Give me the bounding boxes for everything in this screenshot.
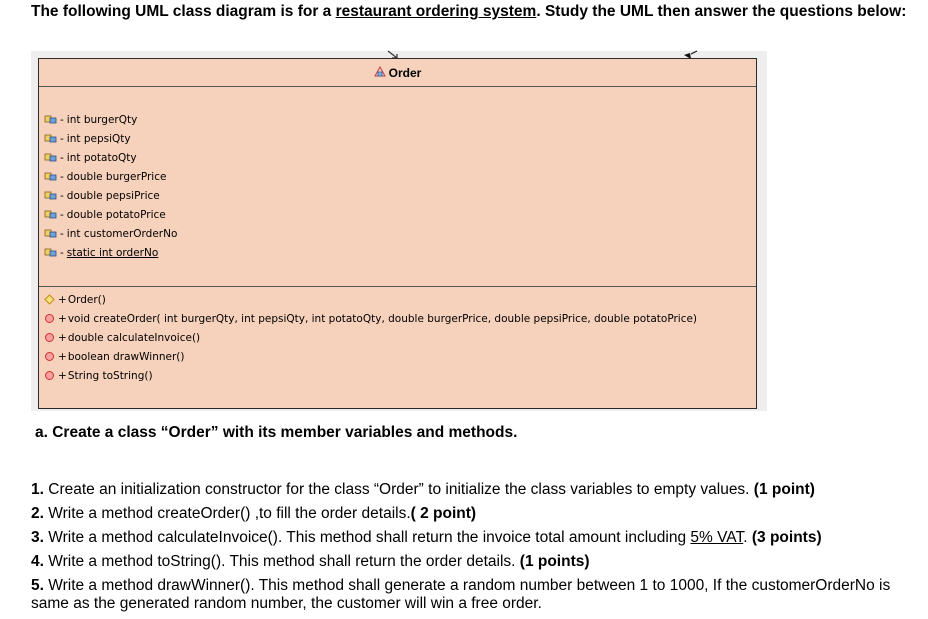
attribute-text: double potatoPrice: [66, 208, 166, 221]
visibility-marker: -: [60, 170, 64, 183]
attribute-row[interactable]: [44, 244, 158, 261]
method-icon: [44, 370, 55, 381]
task-text: Write a method calculateInvoice(). This method shall return the invoice total amount including: [43, 529, 691, 546]
attribute-text: int potatoQty: [66, 151, 137, 164]
method-text: String toString(): [67, 369, 153, 382]
attribute-text: double burgerPrice: [66, 170, 167, 183]
vat-rate: 5% VAT: [690, 529, 744, 546]
method-icon: [44, 351, 55, 362]
task-number: 1.: [31, 481, 44, 498]
field-icon: [44, 190, 57, 201]
visibility-marker: -: [60, 227, 64, 240]
task-text: Write a method createOrder() ,to fill the order details.: [43, 505, 411, 522]
attribute-row[interactable]: [44, 206, 166, 223]
uml-diagram: [31, 51, 767, 411]
method-text: boolean drawWinner(): [67, 350, 185, 363]
method-text: void createOrder( int burgerQty, int pepsiQty, int potatoQty, double burgerPrice, double pepsiPrice, double potatoPrice): [67, 312, 698, 325]
attribute-row[interactable]: [44, 130, 131, 147]
task-points: (1 points): [519, 553, 590, 570]
visibility-marker: +: [58, 312, 67, 325]
task-number: 5.: [31, 577, 44, 594]
task-text-after: .: [743, 529, 752, 546]
task-points: (1 point): [753, 481, 815, 498]
method-row[interactable]: [44, 348, 184, 365]
task-points: ( 2 point): [410, 505, 477, 522]
field-icon: [44, 228, 57, 239]
attribute-text: static int orderNo: [66, 246, 159, 259]
task-list: [31, 481, 921, 619]
task-item: [31, 553, 921, 571]
field-icon: [44, 114, 57, 125]
attribute-row[interactable]: [44, 149, 137, 166]
task-text: Write a method drawWinner(). This method shall generate a random number between 1 to 1000, If the customerOrderNo is same as the generated random number, the customer will win a free order.: [31, 577, 891, 612]
attributes-compartment: [39, 87, 756, 287]
task-item: [31, 529, 921, 547]
intro-after: . Study the UML then answer the questions below:: [536, 3, 907, 20]
attribute-text: int customerOrderNo: [66, 227, 178, 240]
task-item: [31, 577, 921, 613]
intro-text: [31, 2, 921, 21]
visibility-marker: +: [58, 331, 67, 344]
constructor-icon: [44, 294, 55, 305]
method-icon: [44, 332, 55, 343]
attribute-text: double pepsiPrice: [66, 189, 160, 202]
attribute-row[interactable]: [44, 168, 166, 185]
intro-topic: restaurant ordering system: [335, 3, 537, 20]
task-number: 2.: [31, 505, 44, 522]
constructor-row[interactable]: [44, 291, 106, 308]
field-icon: [44, 209, 57, 220]
task-points: (3 points): [751, 529, 822, 546]
attribute-row[interactable]: [44, 187, 160, 204]
visibility-marker: +: [58, 350, 67, 363]
method-row[interactable]: [44, 310, 697, 327]
field-icon: [44, 171, 57, 182]
class-icon: [374, 66, 386, 80]
task-text: Create an initialization constructor for the class “Order” to initialize the class variables to empty values.: [43, 481, 754, 498]
visibility-marker: +: [58, 293, 67, 306]
method-row[interactable]: [44, 367, 153, 384]
visibility-marker: -: [60, 113, 64, 126]
method-text: Order(): [67, 293, 106, 306]
attribute-row[interactable]: [44, 225, 177, 242]
visibility-marker: -: [60, 132, 64, 145]
intro-before: The following UML class diagram is for a: [31, 3, 336, 20]
question-a: a. Create a class “Order” with its member variables and methods.: [35, 424, 518, 441]
task-item: [31, 481, 921, 499]
attribute-row[interactable]: [44, 111, 137, 128]
task-number: 3.: [31, 529, 44, 546]
method-row[interactable]: [44, 329, 200, 346]
field-icon: [44, 133, 57, 144]
field-icon: [44, 247, 57, 258]
class-header: [39, 59, 756, 87]
field-icon: [44, 152, 57, 163]
visibility-marker: -: [60, 246, 64, 259]
attribute-text: int burgerQty: [66, 113, 138, 126]
task-text: Write a method toString(). This method shall return the order details.: [43, 553, 520, 570]
method-text: double calculateInvoice(): [67, 331, 201, 344]
uml-class-box[interactable]: [38, 58, 757, 409]
visibility-marker: -: [60, 208, 64, 221]
method-icon: [44, 313, 55, 324]
task-item: [31, 505, 921, 523]
visibility-marker: -: [60, 189, 64, 202]
visibility-marker: -: [60, 151, 64, 164]
class-name: Order: [388, 65, 422, 80]
attribute-text: int pepsiQty: [66, 132, 131, 145]
visibility-marker: +: [58, 369, 67, 382]
task-number: 4.: [31, 553, 44, 570]
